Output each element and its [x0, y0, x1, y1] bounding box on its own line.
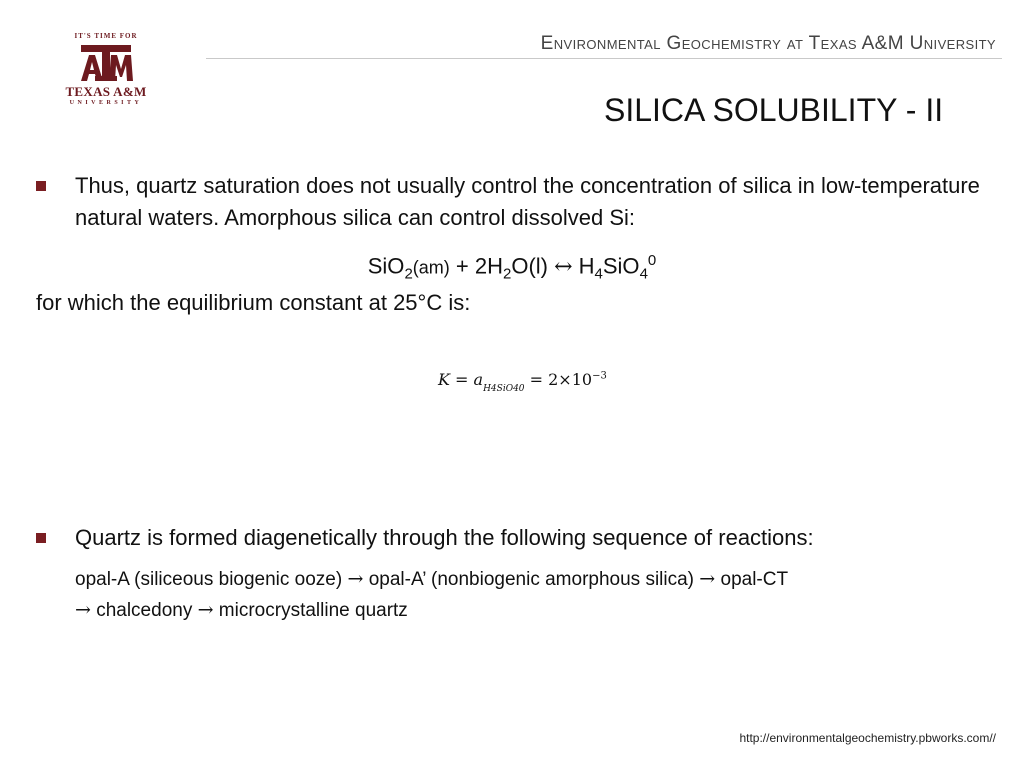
- arrow-right-icon: →: [197, 599, 214, 621]
- arrow-right-icon: →: [347, 568, 364, 590]
- seq-step: microcrystalline quartz: [213, 600, 408, 621]
- tamu-logo: [58, 30, 154, 116]
- bullet-text: Quartz is formed diagenetically through the following sequence of reactions:: [75, 525, 814, 550]
- arrow-right-icon: →: [75, 599, 91, 621]
- seq-step: opal-A: [363, 569, 423, 590]
- bullet-square-icon: [36, 533, 46, 543]
- keq-value: = 2×10: [524, 370, 593, 389]
- bullet-item-quartz: [36, 522, 986, 554]
- eq-term: SiO: [602, 253, 640, 279]
- eq-sub: 4: [639, 265, 648, 283]
- keq-exponent: −3: [592, 370, 607, 382]
- header-divider: [206, 58, 1002, 59]
- arrow-right-icon: →: [699, 568, 716, 590]
- eq-sub: 2: [404, 265, 413, 283]
- logo-subtitle: UNIVERSITY: [69, 100, 143, 106]
- logo-tagline: IT'S TIME FOR: [74, 32, 138, 40]
- keq-symbol: K: [438, 370, 450, 389]
- seq-step: chalcedony: [90, 600, 198, 621]
- eq-term: SiO: [367, 253, 405, 279]
- department-header: Environmental Geochemistry at Texas A&M University: [540, 33, 996, 54]
- seq-step: opal-A (siliceous biogenic ooze): [75, 569, 348, 590]
- keq-activity-subscript: H4SiO40: [483, 384, 525, 394]
- keq-activity: a: [473, 370, 484, 389]
- reaction-sequence: [75, 564, 1005, 626]
- eq-term: O(l): [511, 253, 555, 279]
- seq-prime: ’: [422, 569, 426, 590]
- followup-text: for which the equilibrium constant at 25°C is:: [36, 290, 471, 315]
- dissolution-equation: [0, 246, 1024, 290]
- equilibrium-arrow-icon: ↔: [554, 254, 573, 280]
- slide-title: SILICA SOLUBILITY - II: [604, 92, 944, 128]
- eq-sub: 4: [594, 265, 603, 283]
- bullet-square-icon: [36, 181, 46, 191]
- logo-name: TEXAS A&M: [65, 84, 147, 99]
- eq-term: + 2H: [449, 253, 503, 279]
- source-url[interactable]: http://environmentalgeochemistry.pbworks.com//: [739, 731, 996, 745]
- keq-equals: =: [449, 370, 474, 389]
- atm-emblem-icon: [79, 43, 133, 83]
- eq-sub: 2: [502, 265, 512, 283]
- eq-sup: 0: [647, 252, 657, 269]
- equilibrium-constant-formula: [438, 370, 607, 394]
- eq-term: H: [572, 253, 595, 279]
- bullet-item-amorphous: [36, 170, 986, 234]
- eq-state: (am): [412, 257, 450, 278]
- seq-step: opal-CT: [715, 569, 789, 590]
- bullet-text: Thus, quartz saturation does not usually control the concentration of silica in low-temperature natural waters. Amorphous silica can control dissolved Si:: [75, 173, 980, 230]
- seq-step: (nonbiogenic amorphous silica): [425, 569, 700, 590]
